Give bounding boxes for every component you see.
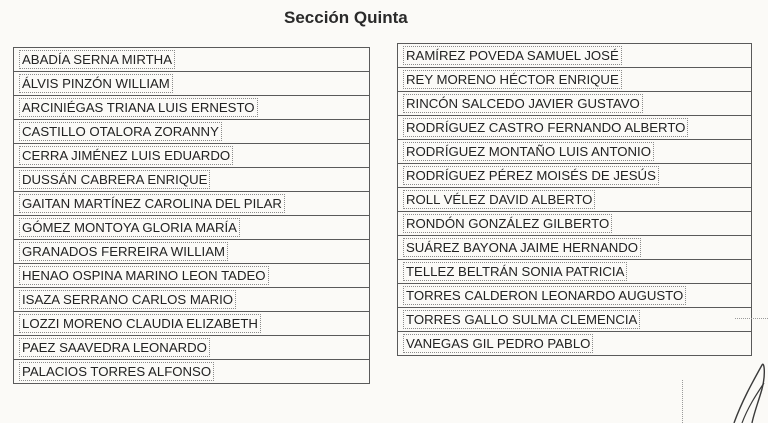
table-row [398,164,752,188]
name-text: GRANADOS FERREIRA WILLIAM [19,242,228,261]
name-cell [14,264,370,288]
table-row [14,312,370,336]
name-text: RODRÍGUEZ CASTRO FERNANDO ALBERTO [403,118,688,137]
name-cell [398,236,752,260]
name-text: REY MORENO HÉCTOR ENRIQUE [403,70,622,89]
name-text: HENAO OSPINA MARINO LEON TADEO [19,266,269,285]
name-text: ABADÍA SERNA MIRTHA [19,50,175,69]
name-text: RAMÍREZ POVEDA SAMUEL JOSÉ [403,46,622,65]
table-row [398,44,752,68]
table-row [14,48,370,72]
left-name-table [13,47,370,384]
table-row [398,260,752,284]
name-cell [14,192,370,216]
dotted-guide-line [682,380,683,423]
name-cell [398,332,752,356]
name-cell [398,188,752,212]
name-cell [14,168,370,192]
name-cell [14,336,370,360]
name-text: CERRA JIMÉNEZ LUIS EDUARDO [19,146,233,165]
name-text: TORRES GALLO SULMA CLEMENCIA [403,310,640,329]
name-cell [398,308,752,332]
name-cell [398,140,752,164]
table-row [398,92,752,116]
signature-mark [728,343,768,423]
name-cell [398,92,752,116]
name-text: ÁLVIS PINZÓN WILLIAM [19,74,173,93]
name-cell [14,96,370,120]
name-text: DUSSÁN CABRERA ENRIQUE [19,170,210,189]
table-row [14,288,370,312]
name-text: GÓMEZ MONTOYA GLORIA MARÍA [19,218,240,237]
table-row [14,240,370,264]
name-cell [14,360,370,384]
name-text: ISAZA SERRANO CARLOS MARIO [19,290,236,309]
name-text: TORRES CALDERON LEONARDO AUGUSTO [403,286,686,305]
dotted-guide-line [735,318,768,319]
name-text: RONDÓN GONZÁLEZ GILBERTO [403,214,612,233]
name-text: PAEZ SAAVEDRA LEONARDO [19,338,210,357]
name-text: CASTILLO OTALORA ZORANNY [19,122,222,141]
name-text: VANEGAS GIL PEDRO PABLO [403,334,593,353]
name-cell [398,116,752,140]
name-text: RINCÓN SALCEDO JAVIER GUSTAVO [403,94,643,113]
table-row [398,236,752,260]
name-cell [398,284,752,308]
table-row [14,360,370,384]
table-row [398,116,752,140]
table-row [14,144,370,168]
name-text: RODRÍGUEZ MONTAÑO LUIS ANTONIO [403,142,654,161]
table-row [398,68,752,92]
table-row [398,188,752,212]
name-text: PALACIOS TORRES ALFONSO [19,362,214,381]
name-cell [14,216,370,240]
table-row [398,332,752,356]
table-row [398,140,752,164]
name-cell [398,68,752,92]
name-cell [14,288,370,312]
table-row [14,192,370,216]
name-text: SUÁREZ BAYONA JAIME HERNANDO [403,238,641,257]
name-cell [14,48,370,72]
name-cell [14,72,370,96]
name-cell [14,312,370,336]
table-row [14,336,370,360]
name-text: GAITAN MARTÍNEZ CAROLINA DEL PILAR [19,194,285,213]
name-cell [14,144,370,168]
name-cell [398,164,752,188]
table-row [398,308,752,332]
table-row [14,216,370,240]
section-title: Sección Quinta [284,8,408,27]
name-cell [14,240,370,264]
name-cell [14,120,370,144]
name-cell [398,44,752,68]
table-row [14,120,370,144]
table-row [14,96,370,120]
name-text: TELLEZ BELTRÁN SONIA PATRICIA [403,262,627,281]
table-row [14,72,370,96]
table-row [14,264,370,288]
table-row [14,168,370,192]
name-text: RODRÍGUEZ PÉREZ MOISÉS DE JESÚS [403,166,659,185]
name-text: LOZZI MORENO CLAUDIA ELIZABETH [19,314,261,333]
right-name-table [397,43,752,356]
table-row [398,284,752,308]
name-text: ARCINIÉGAS TRIANA LUIS ERNESTO [19,98,258,117]
name-cell [398,260,752,284]
name-cell [398,212,752,236]
name-text: ROLL VÉLEZ DAVID ALBERTO [403,190,595,209]
table-row [398,212,752,236]
